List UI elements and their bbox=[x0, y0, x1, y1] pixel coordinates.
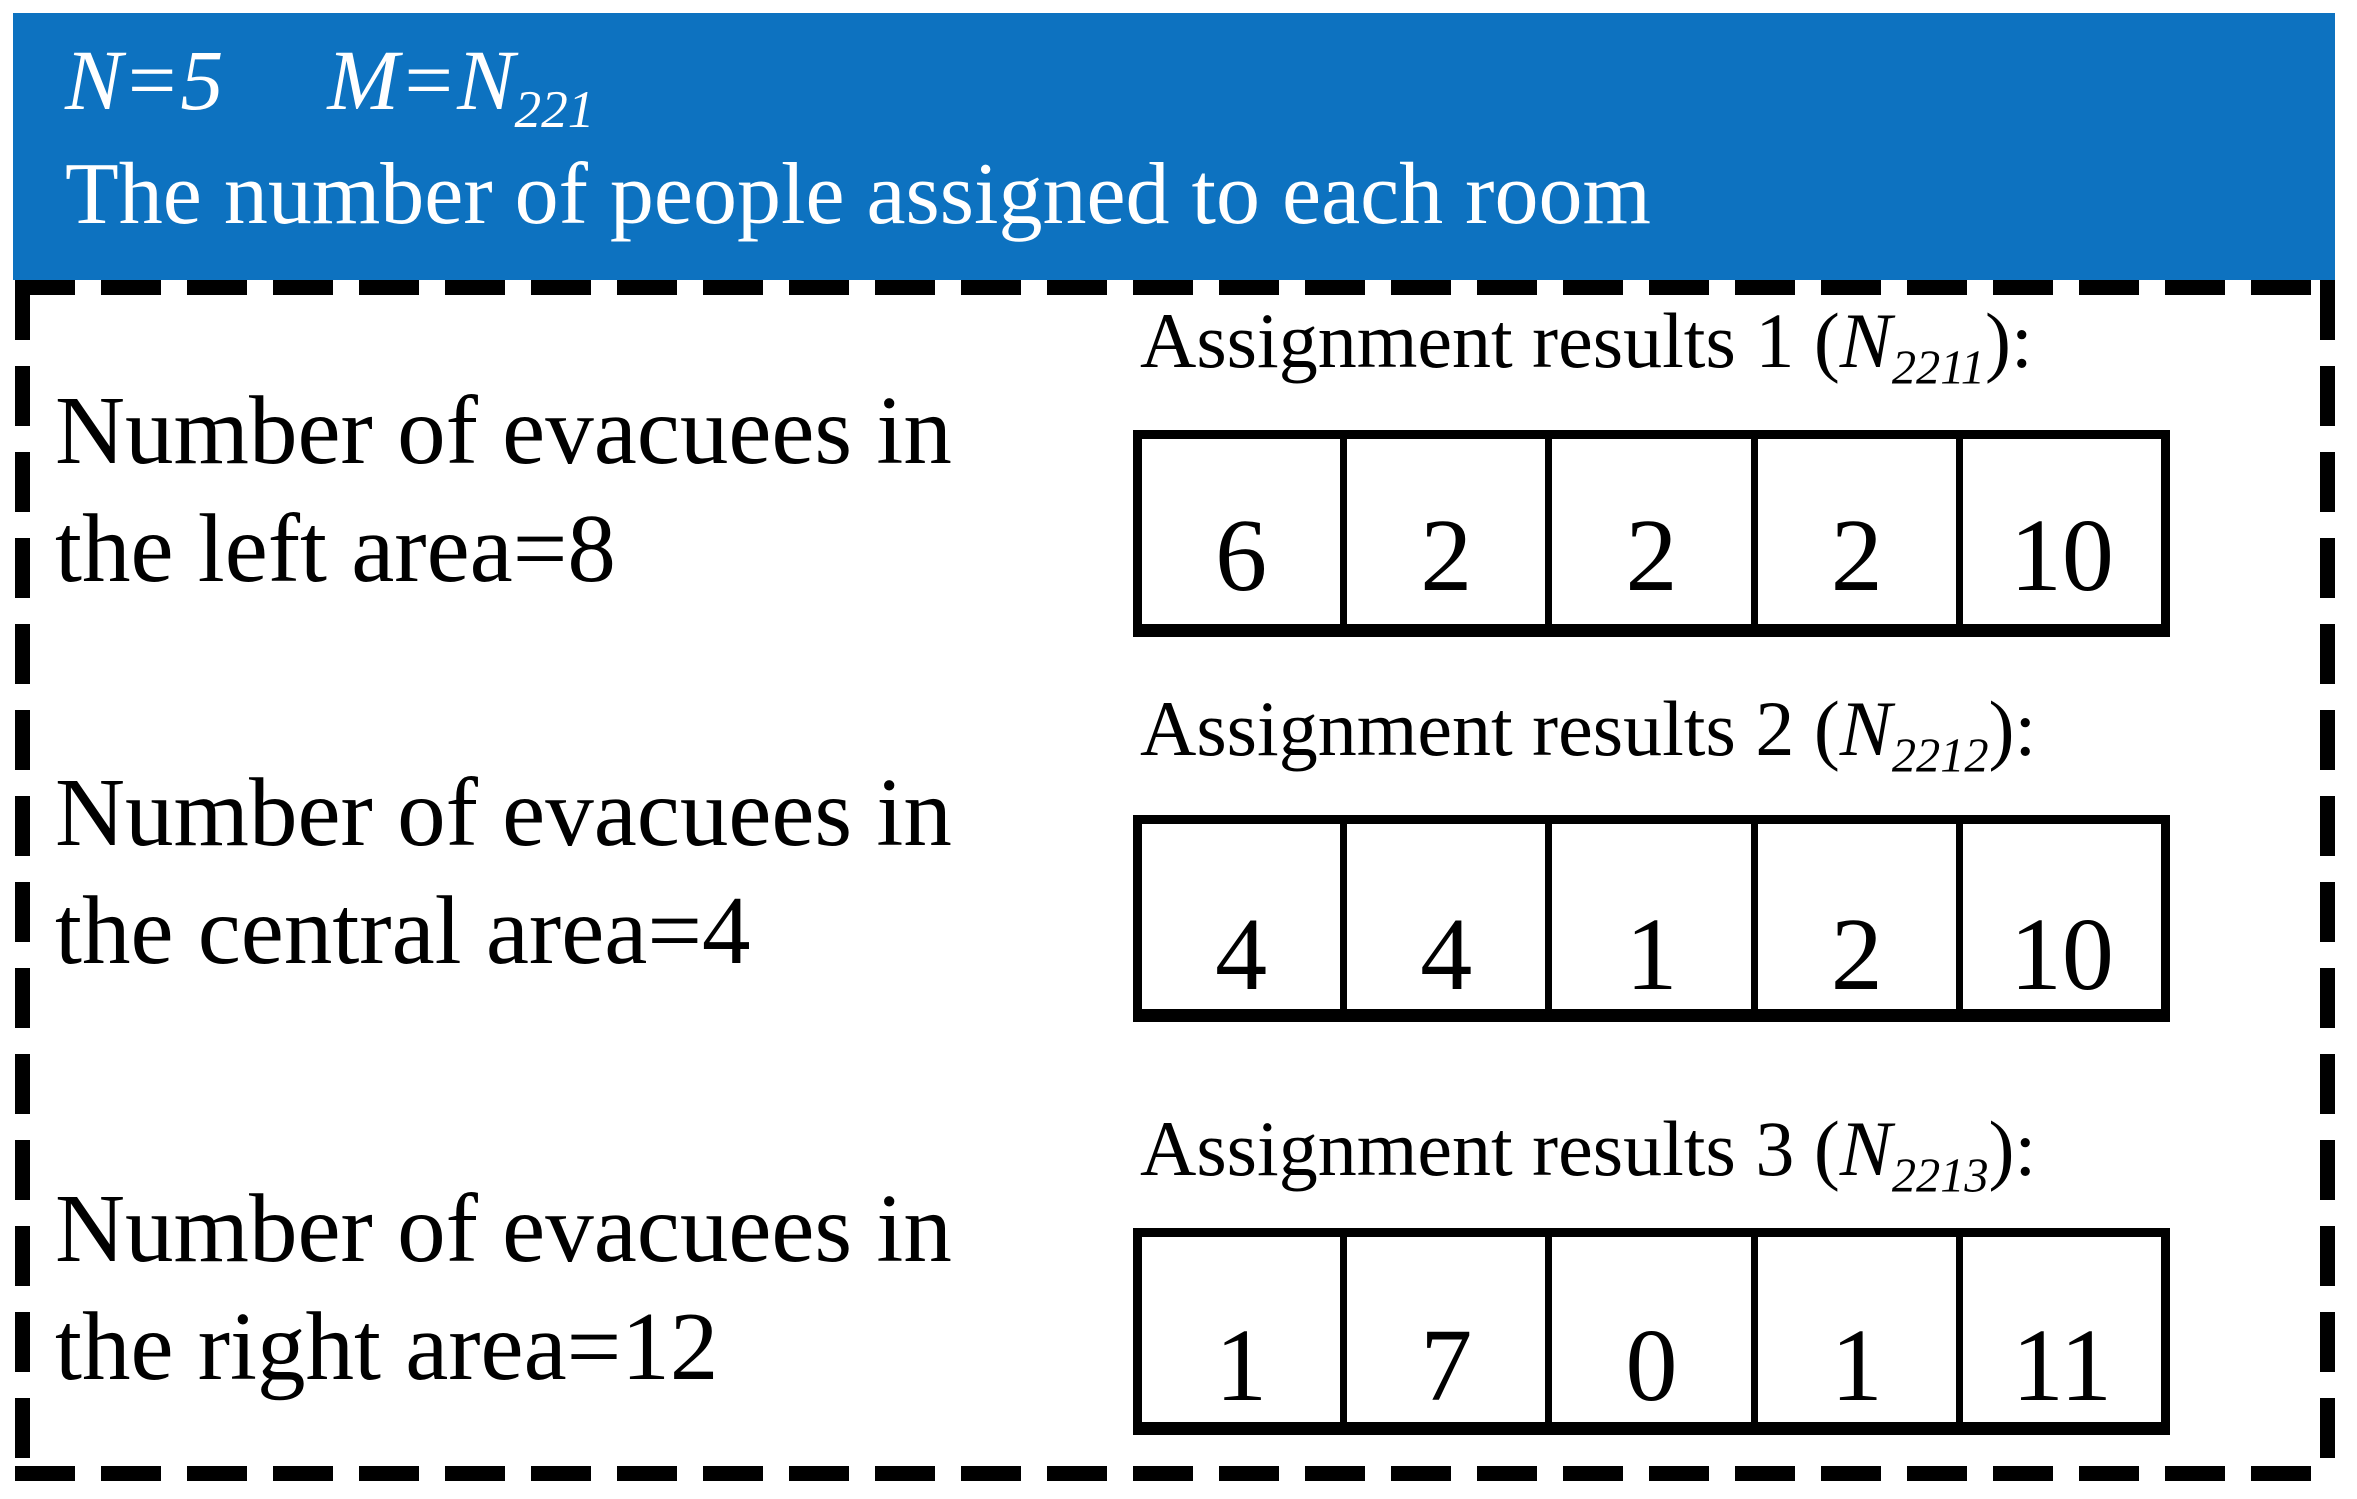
n-equation: N=5 bbox=[65, 32, 224, 128]
assignment-title-text: Assignment results 3 ( bbox=[1140, 1105, 1840, 1192]
m-equation-base: M=N bbox=[327, 32, 515, 128]
table-cell bbox=[1963, 439, 2161, 624]
cell-value: 11 bbox=[2011, 1308, 2112, 1423]
cell-value: 4 bbox=[1215, 897, 1268, 1012]
assignment-title-3 bbox=[1140, 1104, 2036, 1204]
assignment-variable: N bbox=[1839, 1105, 1892, 1192]
dashed-border-right bbox=[2320, 280, 2335, 1481]
table-cell bbox=[1552, 439, 1757, 624]
m-subscript: 221 bbox=[514, 79, 595, 140]
cell-value: 2 bbox=[1830, 897, 1883, 1012]
evacuee-label-right-area bbox=[55, 1170, 952, 1407]
assignment-title-suffix: ): bbox=[1988, 1105, 2037, 1192]
assignment-title-text: Assignment results 2 ( bbox=[1140, 685, 1840, 772]
evacuee-label-line2: the right area=12 bbox=[55, 1293, 719, 1401]
evacuee-label-left-area bbox=[55, 372, 952, 609]
cell-value: 2 bbox=[1625, 498, 1678, 613]
cell-value: 2 bbox=[1830, 498, 1883, 613]
table-cell bbox=[1347, 439, 1552, 624]
table-cell bbox=[1963, 1237, 2161, 1422]
cell-value: 10 bbox=[2009, 897, 2114, 1012]
header-title: The number of people assigned to each room bbox=[65, 145, 1651, 243]
dashed-border-left bbox=[15, 280, 30, 1481]
m-equation bbox=[327, 32, 595, 140]
figure-header bbox=[13, 13, 2335, 280]
table-cell bbox=[1963, 824, 2161, 1012]
assignment-title-suffix: ): bbox=[1988, 685, 2037, 772]
cell-value: 1 bbox=[1215, 1308, 1268, 1423]
evacuee-label-line2: the left area=8 bbox=[55, 495, 616, 603]
assignment-variable-subscript: 2212 bbox=[1891, 729, 1989, 783]
cell-value: 2 bbox=[1420, 498, 1473, 613]
header-math-line bbox=[65, 33, 2335, 139]
evacuee-label-central-area bbox=[55, 754, 952, 991]
dashed-border-bottom bbox=[15, 1466, 2335, 1481]
assignment-table-3 bbox=[1133, 1228, 2170, 1435]
table-cell bbox=[1758, 1237, 1963, 1422]
cell-value: 10 bbox=[2009, 498, 2114, 613]
evacuee-label-line1: Number of evacuees in bbox=[55, 377, 952, 484]
assignment-variable: N bbox=[1839, 685, 1892, 772]
dashed-border-top bbox=[15, 280, 2335, 295]
table-cell bbox=[1552, 824, 1757, 1012]
assignment-variable-subscript: 2211 bbox=[1891, 341, 1985, 395]
table-cell bbox=[1552, 1237, 1757, 1422]
table-cell bbox=[1142, 824, 1347, 1012]
cell-value: 1 bbox=[1830, 1308, 1883, 1423]
table-cell bbox=[1347, 824, 1552, 1012]
evacuee-label-line2: the central area=4 bbox=[55, 877, 751, 985]
cell-value: 0 bbox=[1625, 1308, 1678, 1423]
assignment-table-1 bbox=[1133, 430, 2170, 637]
table-cell bbox=[1758, 824, 1963, 1012]
assignment-title-suffix: ): bbox=[1984, 297, 2033, 384]
cell-value: 1 bbox=[1625, 897, 1678, 1012]
table-cell bbox=[1758, 439, 1963, 624]
assignment-variable: N bbox=[1839, 297, 1892, 384]
cell-value: 7 bbox=[1420, 1308, 1473, 1423]
evacuee-label-line1: Number of evacuees in bbox=[55, 759, 952, 866]
assignment-variable-subscript: 2213 bbox=[1891, 1149, 1989, 1203]
assignment-title-1 bbox=[1140, 296, 2033, 396]
evacuee-label-line1: Number of evacuees in bbox=[55, 1175, 952, 1282]
assignment-table-2 bbox=[1133, 815, 2170, 1022]
assignment-title-text: Assignment results 1 ( bbox=[1140, 297, 1840, 384]
table-cell bbox=[1142, 1237, 1347, 1422]
cell-value: 4 bbox=[1420, 897, 1473, 1012]
table-cell bbox=[1347, 1237, 1552, 1422]
table-cell bbox=[1142, 439, 1347, 624]
cell-value: 6 bbox=[1215, 498, 1268, 613]
assignment-title-2 bbox=[1140, 684, 2036, 784]
